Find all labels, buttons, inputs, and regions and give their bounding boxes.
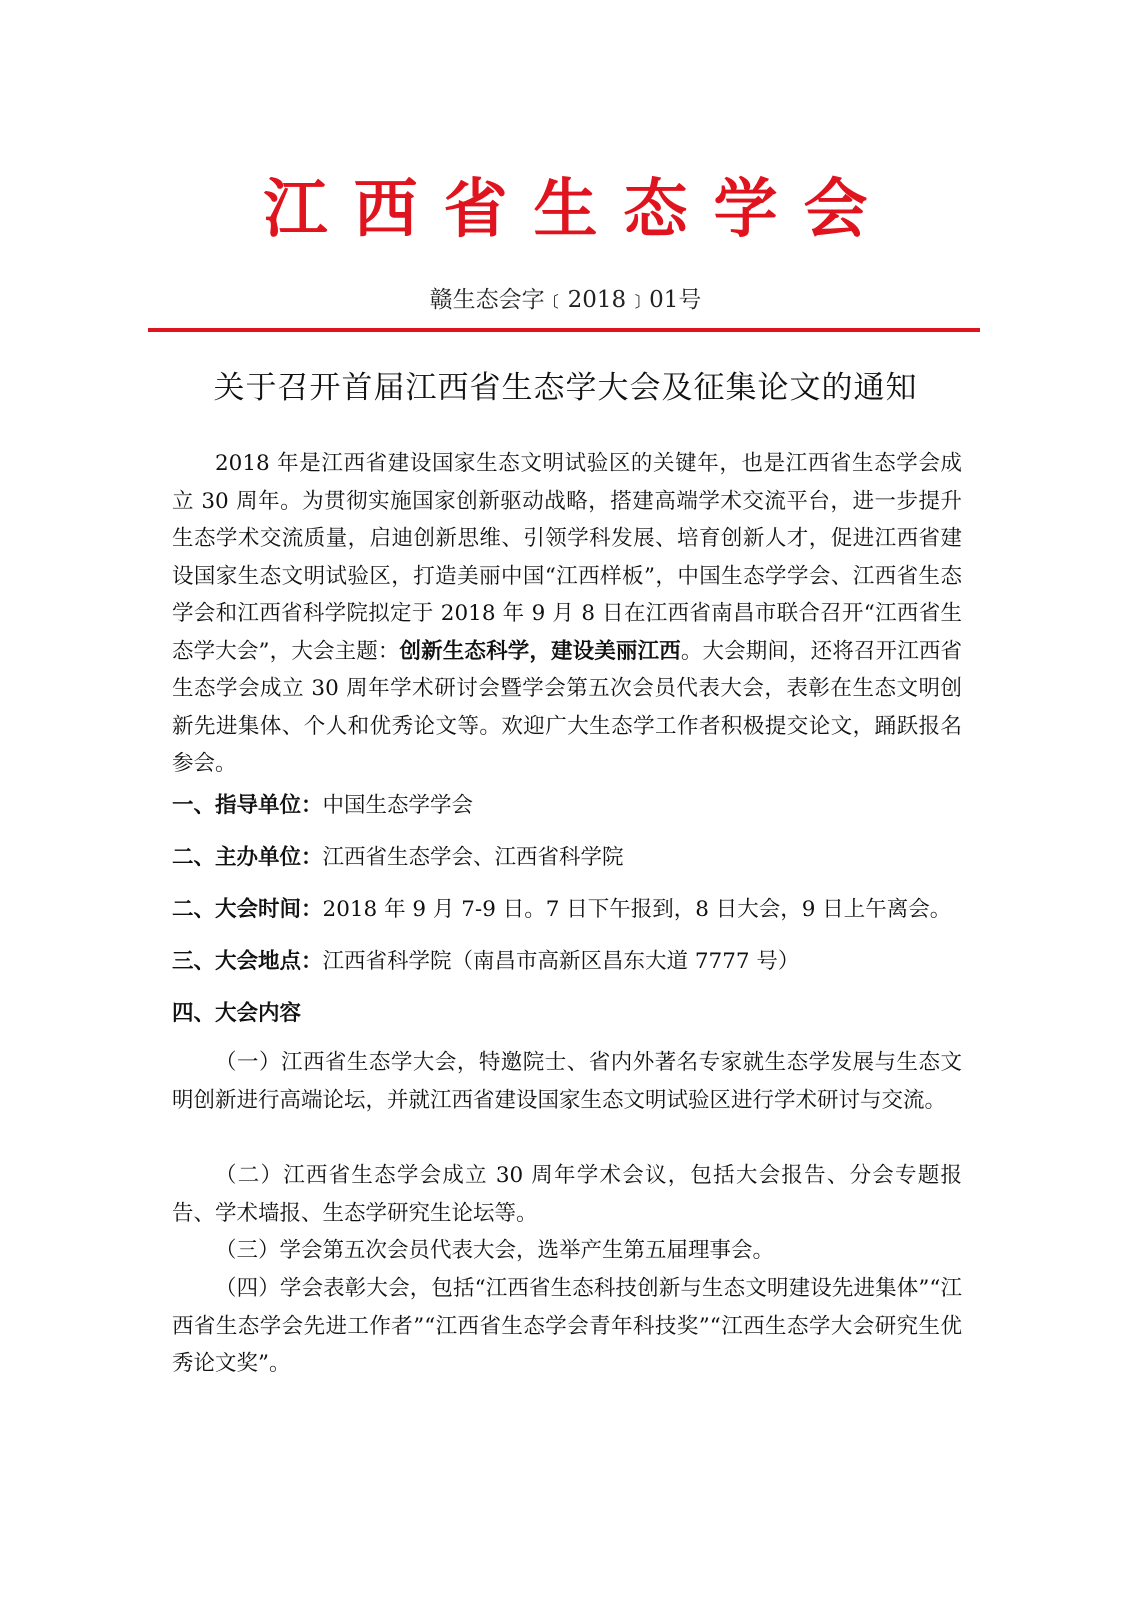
- section-guiding-unit: [172, 787, 962, 825]
- intro-text-end: 。大会期间，还将召开江西省生态学会成立 30 周年学术研讨会暨学会第五次会员代表大会，表彰在生态文明创新先进集体、个人和优秀论文等。欢迎广大生态学工作者积极提交论文，踊跃报名参会。: [172, 638, 962, 776]
- section-host-units: [172, 839, 962, 877]
- document-number: 赣生态会字﹝2018﹞01号: [429, 287, 702, 313]
- intro-text-start: 2018 年是江西省建设国家生态文明试验区的关键年，也是江西省生态学会成立 30 周年。为贯彻实施国家创新驱动战略，搭建高端学术交流平台，进一步提升生态学术交流质量，启迪创新思维、引领学科发展、培育创新人才，促进江西省建设国家生态文明试验区，打造美丽中国“江西样板”，中国生态学学会、江西省生态学会和江西省科学院拟定于 2018 年 9 月 8 日在江西省南昌市联合召开“江西省生态学大会”，大会主题：: [172, 451, 962, 664]
- section-label: 二、主办单位：: [172, 845, 323, 870]
- content-item: （一）江西省生态学大会，特邀院士、省内外著名专家就生态学发展与生态文明创新进行高端论坛，并就江西省建设国家生态文明试验区进行学术研讨与交流。: [172, 1050, 962, 1113]
- section-label: 一、指导单位：: [172, 793, 323, 818]
- section-label: 四、大会内容: [172, 1001, 302, 1026]
- section-value: 江西省生态学会、江西省科学院: [322, 845, 624, 870]
- section-label: 二、大会时间：: [172, 897, 323, 922]
- section-conference-content: [172, 995, 962, 1033]
- conference-theme: 创新生态科学，建设美丽江西: [399, 638, 681, 664]
- section-value: 2018 年 9 月 7-9 日。7 日下午报到，8 日大会，9 日上午离会。: [322, 897, 952, 922]
- letterhead-divider: [148, 328, 980, 332]
- notice-title: 关于召开首届江西省生态学大会及征集论文的通知: [213, 370, 918, 406]
- content-item: （四）学会表彰大会，包括“江西省生态科技创新与生态文明建设先进集体”“江西省生态学会先进工作者”“江西省生态学会青年科技奖”“江西生态学大会研究生优秀论文奖”。: [172, 1276, 962, 1376]
- content-item: （三）学会第五次会员代表大会，选举产生第五届理事会。: [215, 1238, 775, 1263]
- section-value: 中国生态学学会: [322, 793, 474, 818]
- section-conference-time: [172, 891, 962, 929]
- content-item: （二）江西省生态学会成立 30 周年学术会议，包括大会报告、分会专题报告、学术墙报、生态学研究生论坛等。: [172, 1163, 962, 1226]
- section-conference-venue: [172, 943, 962, 981]
- intro-paragraph: [172, 445, 962, 783]
- section-value: 江西省科学院（南昌市高新区昌东大道 7777 号）: [322, 949, 800, 974]
- organization-letterhead: 江西省生态学会: [263, 173, 894, 247]
- section-label: 三、大会地点：: [172, 949, 323, 974]
